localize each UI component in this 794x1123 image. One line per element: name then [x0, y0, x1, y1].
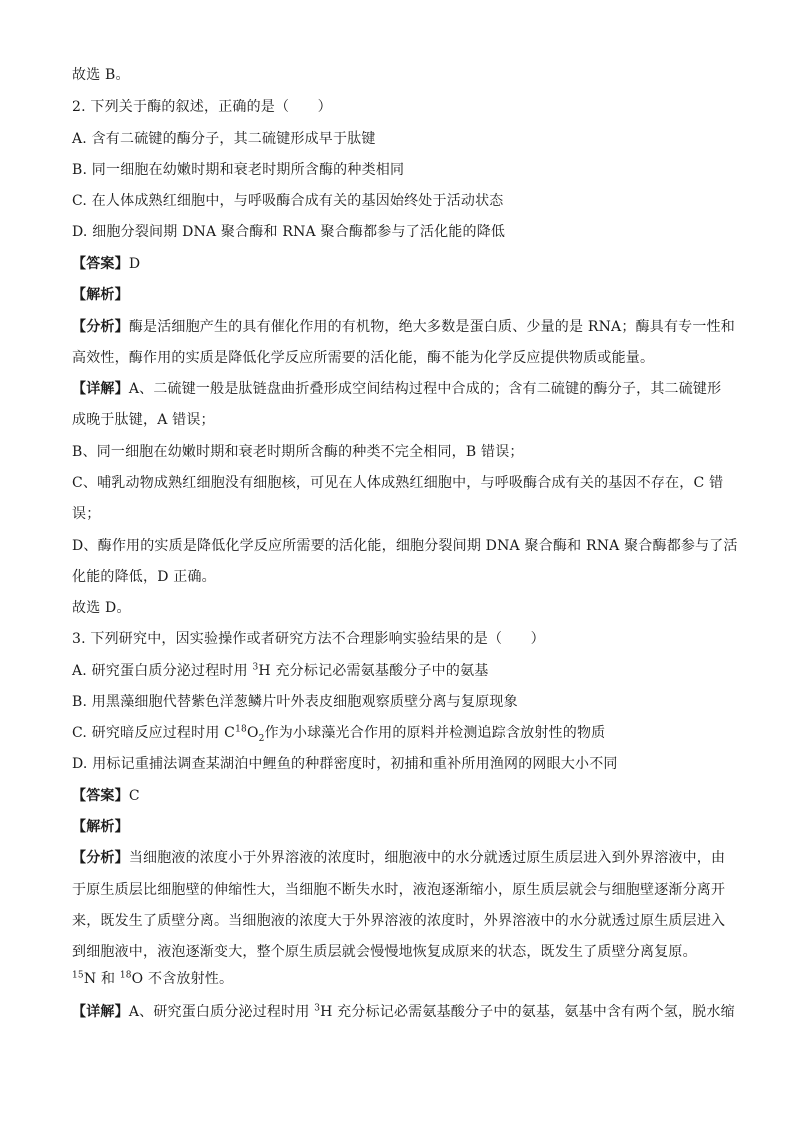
detail-line: C、哺乳动物成熟红细胞没有细胞核，可见在人体成熟红细胞中，与呼吸酶合成有关的基因不存在，C 错 [72, 475, 724, 491]
answer-line: 【答案】C [72, 788, 140, 804]
analysis-line: 【分析】酶是活细胞产生的具有催化作用的有机物，绝大多数是蛋白质、少量的是 RNA；酶具有专一性和 [72, 319, 735, 335]
detail-line: 【详解】A、研究蛋白质分泌过程时用 $^3$H 充分标记必需氨基酸分子中的氨基，氨基中含有两个氢，脱水缩 [72, 1003, 735, 1020]
option-d: D. 用标记重捕法调查某湖泊中鲤鱼的种群密度时，初捕和重补所用渔网的网眼大小不同 [72, 756, 618, 772]
text-line: 故选 D。 [72, 600, 131, 616]
question-2-stem: 2. 下列关于酶的叙述，正确的是（ ） [72, 99, 332, 115]
option-a: A. 研究蛋白质分泌过程时用 $^3$H 充分标记必需氨基酸分子中的氨基 [72, 662, 489, 679]
detail-line: 成晚于肽键，A 错误； [72, 412, 215, 428]
question-3-stem: 3. 下列研究中，因实验操作或者研究方法不合理影响实验结果的是（ ） [72, 631, 545, 647]
detail-line: 化能的降低，D 正确。 [72, 569, 216, 585]
detail-line: B、同一细胞在幼嫩时期和衰老时期所含酶的种类不完全相同，B 错误； [72, 444, 524, 460]
analysis-heading: 【解析】 [72, 819, 129, 835]
option-b: B. 用黑藻细胞代替紫色洋葱鳞片叶外表皮细胞观察质壁分离与复原现象 [72, 694, 518, 710]
detail-line: D、酶作用的实质是降低化学反应所需要的活化能，细胞分裂间期 DNA 聚合酶和 RNA 聚合酶都参与了活 [72, 538, 738, 554]
analysis-line: 【分析】当细胞液的浓度小于外界溶液的浓度时，细胞液中的水分就透过原生质层进入到外界溶液中，由 [72, 850, 726, 866]
detail-line: 【详解】A、二硫键一般是肽链盘曲折叠形成空间结构过程中合成的；含有二硫键的酶分子，其二硫键形 [72, 381, 722, 397]
isotope-note: $^{15}$N 和 $^{18}$O 不含放射性。 [72, 970, 234, 987]
text-line: 故选 B。 [72, 67, 130, 83]
option-a: A. 含有二硫键的酶分子，其二硫键形成早于肽键 [72, 131, 376, 147]
option-c: C. 在人体成熟红细胞中，与呼吸酶合成有关的基因始终处于活动状态 [72, 193, 504, 209]
analysis-line: 于原生质层比细胞壁的伸缩性大，当细胞不断失水时，液泡逐渐缩小，原生质层就会与细胞壁逐渐分离开 [72, 882, 726, 898]
analysis-line: 来，既发生了质壁分离。当细胞液的浓度大于外界溶液的浓度时，外界溶液中的水分就透过原生质层进入 [72, 913, 726, 929]
analysis-heading: 【解析】 [72, 287, 129, 303]
detail-line: 误； [72, 506, 101, 522]
option-d: D. 细胞分裂间期 DNA 聚合酶和 RNA 聚合酶都参与了活化能的降低 [72, 224, 506, 240]
analysis-line: 高效性，酶作用的实质是降低化学反应所需要的活化能，酶不能为化学反应提供物质或能量。 [72, 350, 655, 366]
option-b: B. 同一细胞在幼嫩时期和衰老时期所含酶的种类相同 [72, 162, 405, 178]
option-c: C. 研究暗反应过程时用 $C^{18}O_2$作为小球藻光合作用的原料并检测追踪含放射性的物质 [72, 724, 606, 744]
analysis-line: 到细胞液中，液泡逐渐变大，整个原生质层就会慢慢地恢复成原来的状态，既发生了质壁分离复原。 [72, 944, 697, 960]
answer-line: 【答案】D [72, 256, 141, 272]
